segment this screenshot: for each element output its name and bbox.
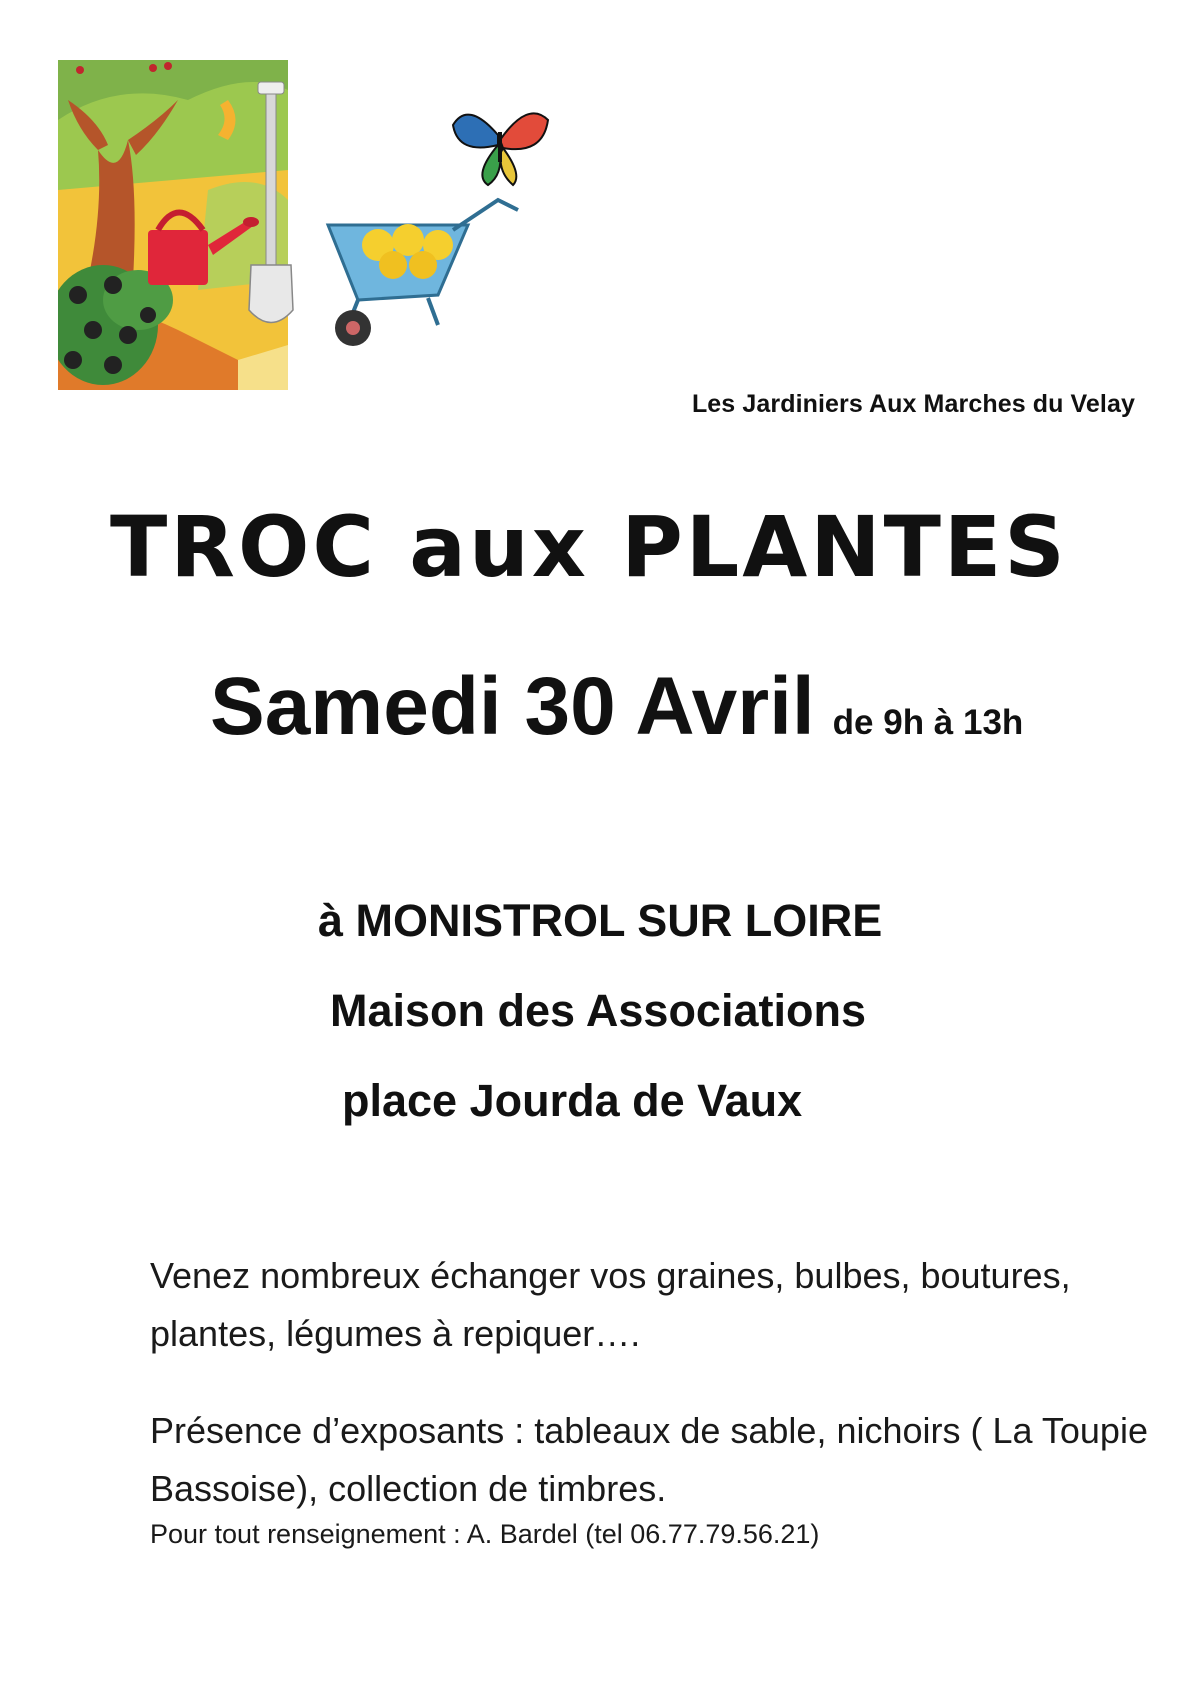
location-address: place Jourda de Vaux	[342, 1075, 803, 1126]
garden-illustration	[58, 60, 578, 405]
contact-info: Pour tout renseignement : A. Bardel (tel 06.77.79.56.21)	[150, 1519, 820, 1549]
wheelbarrow-icon	[328, 200, 518, 346]
event-day: Samedi 30 Avril	[210, 661, 815, 752]
organizer-name: Les Jardiniers Aux Marches du Velay	[691, 390, 1135, 418]
poster-title: TROC aux PLANTES	[110, 498, 1068, 596]
event-hours: de 9h à 13h	[832, 703, 1024, 742]
location-venue: Maison des Associations	[330, 985, 866, 1036]
event-date	[210, 660, 1023, 754]
exhibitors-description: Présence d’exposants : tableaux de sable, nichoirs ( La Toupie Bassoise), collection de timbres.	[150, 1410, 1148, 1509]
butterfly-icon	[453, 113, 548, 185]
location-town: à MONISTROL SUR LOIRE	[318, 895, 883, 946]
exchange-description: Venez nombreux échanger vos graines, bulbes, boutures, plantes, légumes à repiquer….	[150, 1255, 1071, 1354]
